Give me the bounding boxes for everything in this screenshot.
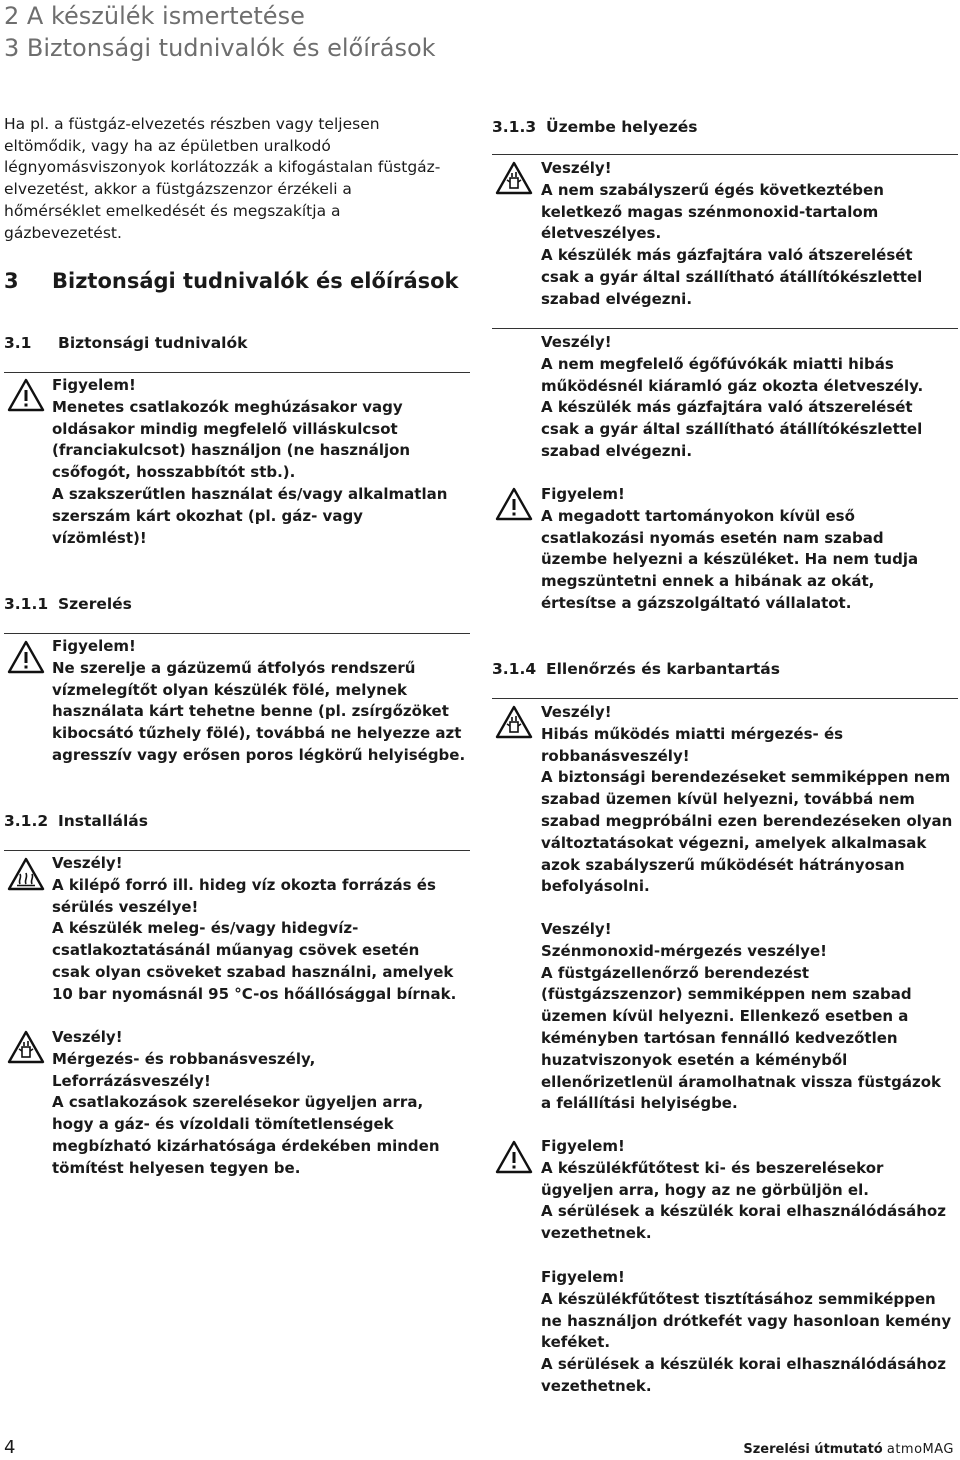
warning-icon	[6, 639, 46, 675]
product-name: atmoMAG	[886, 1442, 954, 1457]
page-number: 4	[4, 1437, 16, 1458]
safety-note-3-1-2-gas: Veszély! Mérgezés- és robbanásveszély, Leforrázásveszély! A csatlakozások szerelésekor ügyeljen arra, hogy a gáz- és vízoldali tömítetlenségek megbízható kizárhatósága érdekében minden tömítést helyesen tegyen be.	[52, 1028, 440, 1177]
divider	[492, 328, 958, 329]
intro-paragraph: Ha pl. a füstgáz-elvezetés részben vagy teljesen eltömődik, vagy ha az épületben uralkodó légnyomásviszonyok korlátozzák a kifogástalan füstgáz- elvezetést, akkor a füstgázszenzor érzékeli a hőmérséklet emelkedését és megszakítja a gázbevezetést.	[4, 115, 441, 242]
divider	[492, 154, 958, 155]
section-3-title: 3 Biztonsági tudnivalók és előírások	[4, 269, 459, 293]
safety-note-3-1-4-flue-sensor: Veszély! Szénmonoxid-mérgezés veszélye! A füstgázellenőrző berendezést (füstgázszenzor) semmiképpen nem szabad üzemen kívül helyezni. Ellenkező esetben a kéményben tartósan fennálló kedvezőtlen huzatviszonyok esetén a kéményből ellenőrizetlenül áramolhatnak vissza füstgázok a felállítási helyiségbe.	[541, 920, 941, 1113]
explosion-danger-icon	[494, 160, 534, 196]
page-header	[4, 0, 604, 64]
safety-note-3-1-4-cleaning: Figyelem! A készülékfűtőtest tisztításához semmiképpen ne használjon drótkefét vagy hasonloan kemény keféket. A sérülések a készülék korai elhasználódásához vezethetnek.	[541, 1268, 952, 1395]
hot-surface-icon	[6, 856, 46, 892]
divider	[492, 698, 958, 699]
section-3-1-2-title: 3.1.2 Installálás	[4, 812, 148, 830]
safety-note-3-1-4-heat-exchanger: Figyelem! A készülékfűtőtest ki- és beszerelésekor ügyeljen arra, hogy az ne görbüljön el. A sérülések a készülék korai elhasználódásához vezethetnek.	[541, 1137, 946, 1243]
divider	[4, 633, 470, 634]
section-3-1-4-title: 3.1.4 Ellenőrzés és karbantartás	[492, 660, 780, 678]
header-line-2: 3 Biztonsági tudnivalók és előírások	[4, 34, 436, 62]
document-title: Szerelési útmutató	[743, 1442, 883, 1457]
explosion-danger-icon	[6, 1029, 46, 1065]
safety-note-3-1: Figyelem! Menetes csatlakozók meghúzásakor vagy oldásakor mindig megfelelő villáskulcsot (franciakulcsot) használjon (ne használjon csőfogót, hosszabbítót stb.). A szakszerűtlen használat és/vagy alkalmatlan szerszám kárt okozhat (pl. gáz- vagy vízömlést)!	[52, 376, 448, 547]
safety-note-3-1-3-co: Veszély! A nem szabályszerű égés következtében keletkező magas szénmonoxid-tartalom életveszélyes. A készülék más gázfajtára való átszerelését csak a gyár által szállítható átállítókészlettel szabad elvégezni.	[541, 159, 923, 308]
section-3-1-1-title: 3.1.1 Szerelés	[4, 595, 132, 613]
safety-note-3-1-1: Figyelem! Ne szerelje a gázüzemű átfolyós rendszerű vízmelegítőt olyan készülék fölé, melynek használata kárt tehetne benne (pl. zsírgőzöket kibocsátó tűzhely fölé), továbbá ne helyezze azt agresszív vagy erősen poros légkörű helyiségbe.	[52, 637, 466, 764]
safety-note-3-1-3-pressure: Figyelem! A megadott tartományokon kívül eső csatlakozási nyomás esetén nam szabad üzembe helyezni a készüléket. Ha nem tudja megszüntetni ennek a hibának az okát, értesítse a gázszolgáltató vállalatot.	[541, 485, 919, 612]
divider	[4, 372, 470, 373]
explosion-danger-icon	[494, 704, 534, 740]
divider	[4, 850, 470, 851]
warning-icon	[6, 377, 46, 413]
safety-note-3-1-3-nozzle: Veszély! A nem megfelelő égőfúvókák miatti hibás működésnél kiáramló gáz okozta életveszély. A készülék más gázfajtára való átszerelését csak a gyár által szállítható átállítókészlettel szabad elvégezni.	[541, 333, 924, 460]
header-line-1: 2 A készülék ismertetése	[4, 2, 305, 30]
section-3-1-3-title: 3.1.3 Üzembe helyezés	[492, 118, 698, 136]
section-3-1-title: 3.1 Biztonsági tudnivalók	[4, 334, 248, 352]
warning-icon	[494, 1139, 534, 1175]
safety-note-3-1-4-safety-devices: Veszély! Hibás működés miatti mérgezés- és robbanásveszély! A biztonsági berendezéseket semmiképpen nem szabad üzemen kívül helyezni, továbbá nem szabad megpróbálni ezen berendezéseken olyan változtatásokat végezni, amelyek alkalmasak azok szabályszerű működését hátrányosan befolyásolni.	[541, 703, 953, 896]
safety-note-3-1-2-hot-water: Veszély! A kilépő forró ill. hideg víz okozta forrázás és sérülés veszélye! A készülék meleg- és/vagy hidegvíz- csatlakoztatásánál műanyag csövek esetén csak olyan csöveket szabad használni, amelyek 10 bar nyomásnál 95 °C-os hőállósággal bírnak.	[52, 854, 457, 1003]
document-footer	[743, 1440, 954, 1460]
warning-icon	[494, 486, 534, 522]
